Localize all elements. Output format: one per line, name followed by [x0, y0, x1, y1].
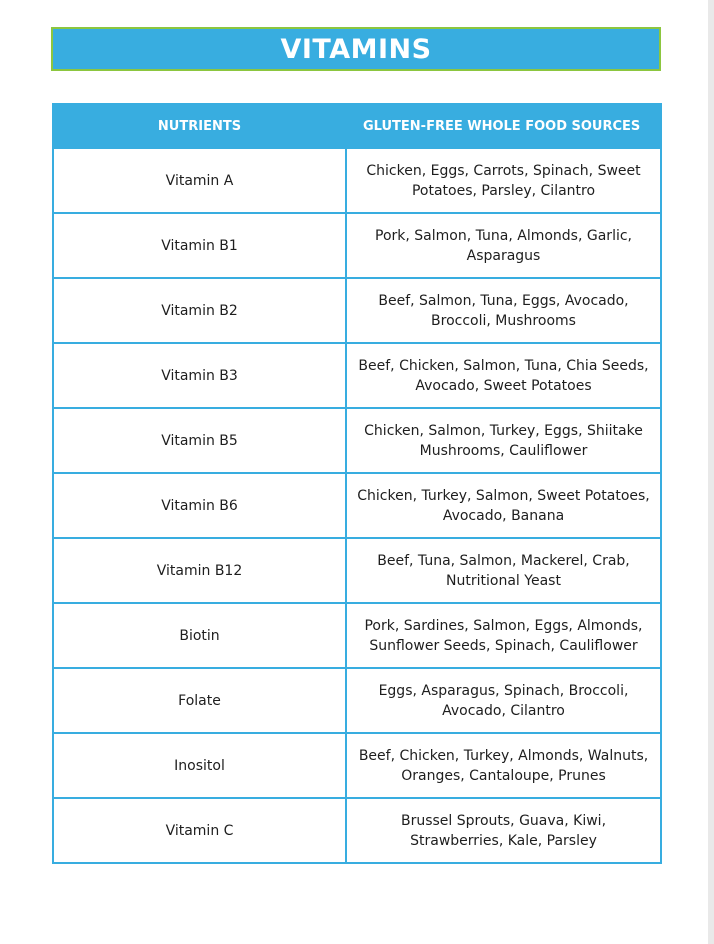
nutrients-column-header: NUTRIENTS: [53, 104, 346, 148]
nutrient-cell: Vitamin B3: [53, 343, 346, 408]
nutrient-cell: Vitamin B6: [53, 473, 346, 538]
table-row: [53, 473, 661, 538]
table-row: [53, 408, 661, 473]
table-row: [53, 538, 661, 603]
page-title: VITAMINS: [280, 33, 432, 65]
table-row: [53, 343, 661, 408]
nutrient-cell: Vitamin C: [53, 798, 346, 863]
vitamins-table: [52, 103, 662, 864]
nutrient-cell: Folate: [53, 668, 346, 733]
table-row: [53, 668, 661, 733]
table-row: [53, 798, 661, 863]
sources-cell: Pork, Salmon, Tuna, Almonds, Garlic, Asparagus: [346, 213, 661, 278]
sources-cell: Beef, Chicken, Turkey, Almonds, Walnuts, Oranges, Cantaloupe, Prunes: [346, 733, 661, 798]
table-row: [53, 603, 661, 668]
table-header-row: [53, 104, 661, 148]
sources-cell: Brussel Sprouts, Guava, Kiwi, Strawberries, Kale, Parsley: [346, 798, 661, 863]
sources-cell: Beef, Chicken, Salmon, Tuna, Chia Seeds, Avocado, Sweet Potatoes: [346, 343, 661, 408]
nutrient-cell: Biotin: [53, 603, 346, 668]
sources-cell: Chicken, Eggs, Carrots, Spinach, Sweet Potatoes, Parsley, Cilantro: [346, 148, 661, 213]
sources-cell: Beef, Tuna, Salmon, Mackerel, Crab, Nutritional Yeast: [346, 538, 661, 603]
nutrient-cell: Vitamin B1: [53, 213, 346, 278]
sources-cell: Eggs, Asparagus, Spinach, Broccoli, Avocado, Cilantro: [346, 668, 661, 733]
table-row: [53, 213, 661, 278]
table-row: [53, 278, 661, 343]
sources-cell: Chicken, Salmon, Turkey, Eggs, Shiitake Mushrooms, Cauliflower: [346, 408, 661, 473]
nutrient-cell: Vitamin A: [53, 148, 346, 213]
nutrient-cell: Vitamin B2: [53, 278, 346, 343]
sources-column-header: GLUTEN-FREE WHOLE FOOD SOURCES: [346, 104, 661, 148]
sources-cell: Pork, Sardines, Salmon, Eggs, Almonds, Sunflower Seeds, Spinach, Cauliflower: [346, 603, 661, 668]
title-banner: [51, 27, 661, 71]
nutrient-cell: Vitamin B5: [53, 408, 346, 473]
table-row: [53, 148, 661, 213]
nutrient-cell: Inositol: [53, 733, 346, 798]
sources-cell: Chicken, Turkey, Salmon, Sweet Potatoes, Avocado, Banana: [346, 473, 661, 538]
page-edge: [708, 0, 714, 944]
table-row: [53, 733, 661, 798]
nutrient-cell: Vitamin B12: [53, 538, 346, 603]
sources-cell: Beef, Salmon, Tuna, Eggs, Avocado, Broccoli, Mushrooms: [346, 278, 661, 343]
